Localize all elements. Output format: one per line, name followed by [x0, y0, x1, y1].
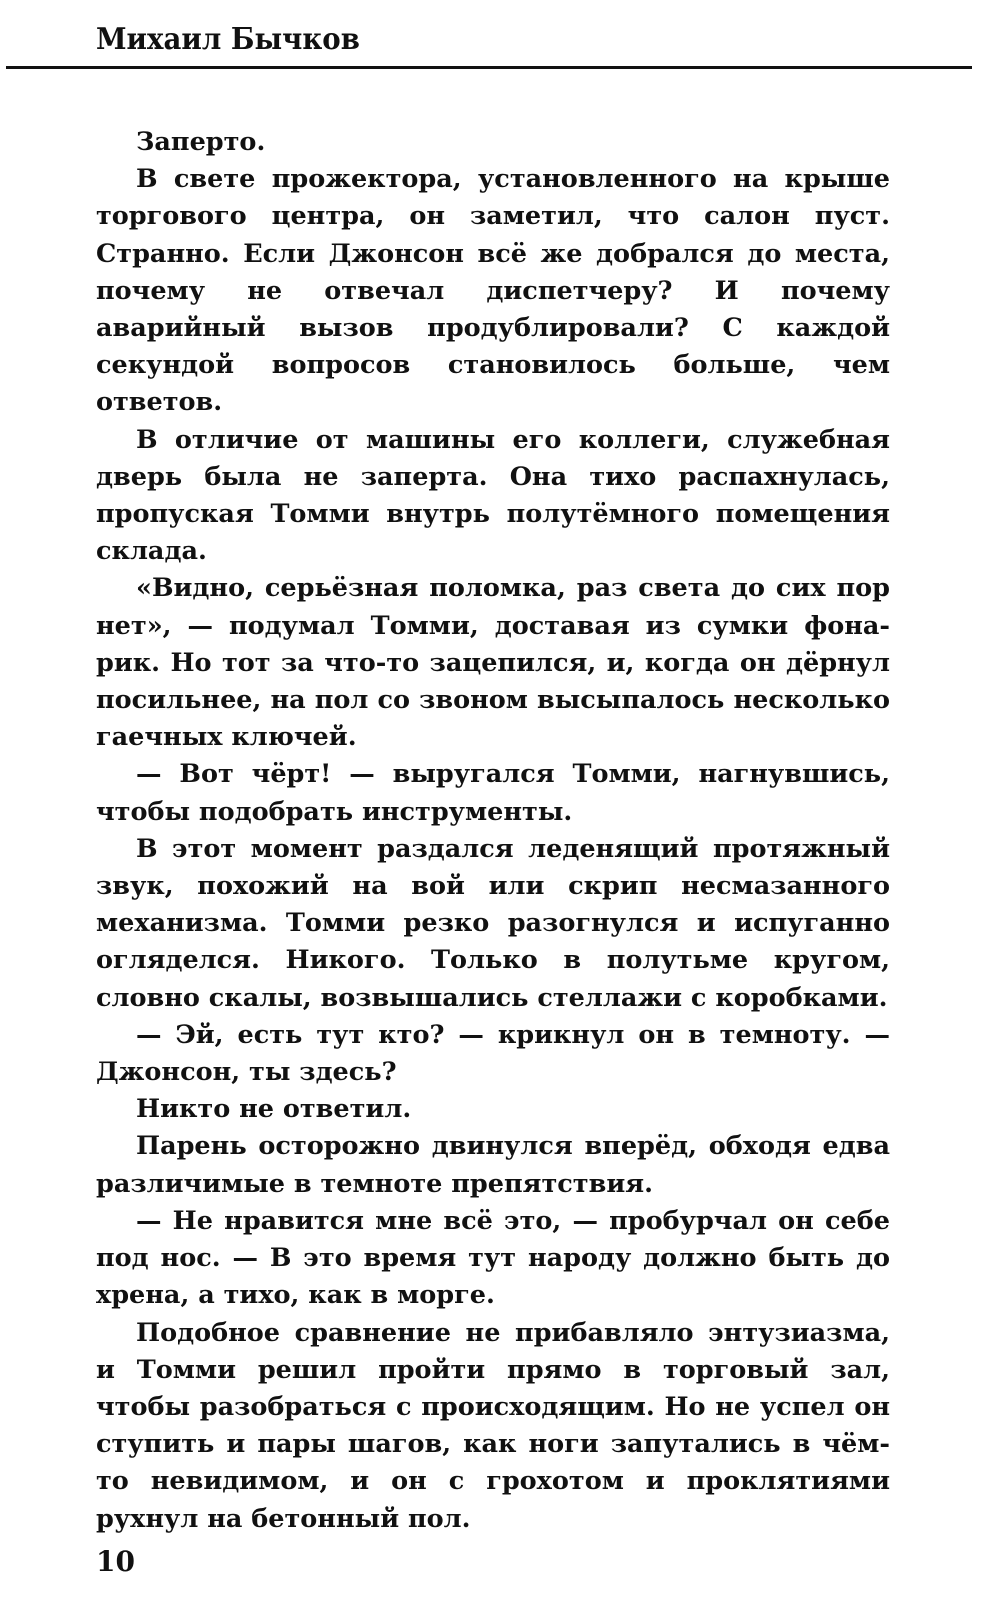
paragraph: В отличие от машины его коллеги, служебная дверь была не заперта. Она тихо распахнулась, пропуская Томми внутрь полутёмного помещения склада. [96, 424, 890, 567]
paragraph: Никто не ответил. [136, 1094, 412, 1125]
paragraph: Подобное сравнение не прибавляло энтузиазма, и Томми решил пройти прямо в торговый зал, чтобы разобраться с происходящим. Но не успел он ступить и пары шагов, как ноги запутались в чём-то невидимом, и он с грохотом и проклятиями рухнул на бетонный пол. [96, 1317, 890, 1534]
paragraph: Заперто. [136, 127, 266, 157]
body-text [96, 124, 890, 1538]
header-rule [6, 66, 972, 69]
running-head-author: Михаил Бычков [96, 22, 360, 57]
paragraph: — Не нравится мне всё это, — пробурчал он себе под нос. — В это время тут народу должно быть до хрена, а тихо, как в морге. [96, 1205, 890, 1311]
page-number: 10 [96, 1545, 135, 1578]
paragraph: Парень осторожно двинулся вперёд, обходя едва различимые в темноте препятствия. [96, 1131, 890, 1199]
paragraph: — Вот чёрт! — выругался Томми, нагнувшись, чтобы подобрать инструменты. [96, 759, 890, 827]
paragraph: В этот момент раздался леденящий протяжный звук, похожий на вой или скрип несмазанного механизма. Томми резко разогнулся и испуганно огляделся. Никого. Только в полутьме кругом, словно скалы, возвышались стеллажи с коробками. [96, 833, 890, 1013]
paragraph: — Эй, есть тут кто? — крикнул он в темноту. — Джонсон, ты здесь? [96, 1019, 890, 1088]
paragraph: В свете прожектора, установленного на крыше торгового центра, он заметил, что салон пуст. Странно. Если Джонсон всё же добрался до места, почему не отвечал диспетчеру? И почему аварийный вызов продублировали? С каждой секундой вопросов становилось больше, чем ответов. [96, 164, 890, 418]
paragraph: «Видно, серьёзная поломка, раз света до сих пор нет», — подумал Томми, доставая из сумки фонарик. Но тот за что-то зацепился, и, когда он дёрнул посильнее, на пол со звоном высыпалось несколько гаечных ключей. [96, 573, 890, 753]
